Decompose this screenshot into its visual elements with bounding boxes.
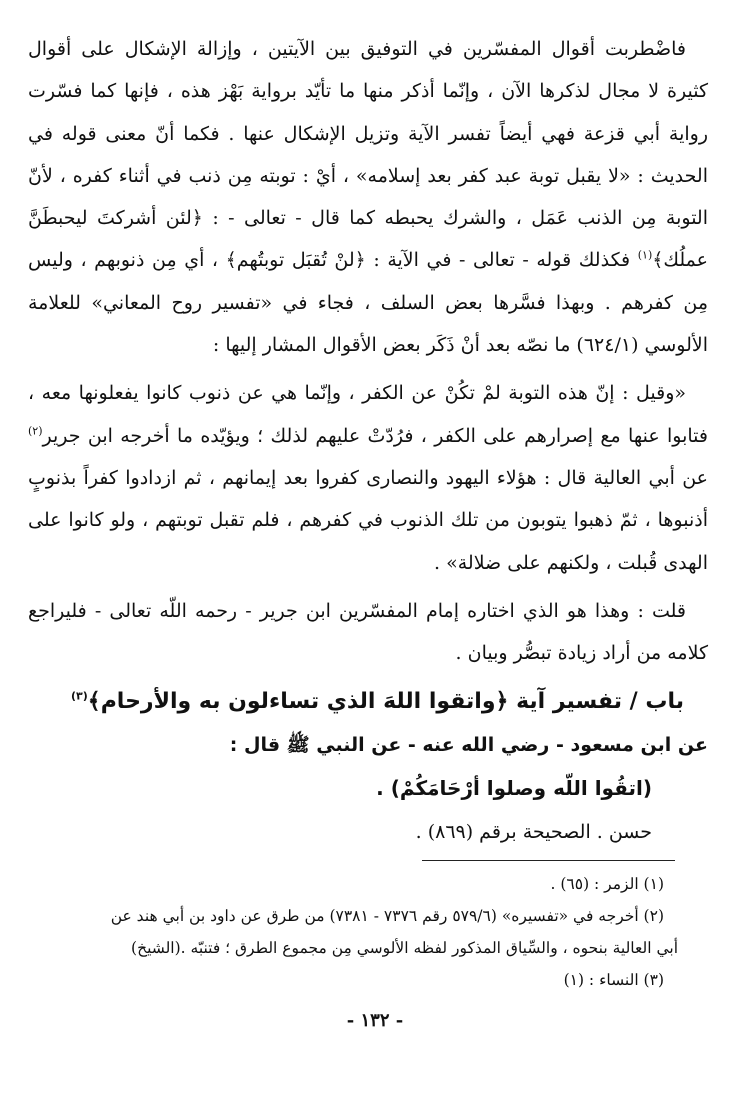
footnote-ref-1[interactable]: (١) [637, 249, 653, 263]
footnotes [32, 868, 678, 996]
footnote-ref-2[interactable]: (٢) [28, 424, 43, 438]
chapter-heading-text: باب / تفسير آية ﴿واتقوا اللهَ الذي تساءلون به والأرحام﴾ [87, 689, 684, 715]
paragraph-quote [28, 372, 708, 583]
footnote-ref-3[interactable]: (٣) [71, 690, 88, 704]
hadith-text: (اتقُوا اللّه وصلوا أرْحَامَكُمْ) . [376, 776, 652, 801]
hadith-grading: حسن . الصحيحة برقم (٨٦٩) . [415, 821, 652, 844]
footnote-3: (٣) النساء : (١) [563, 971, 664, 989]
paragraph-text-continued: فكذلك قوله - تعالى - في الآية : ﴿لنْ تُقبَل توبتُهم﴾ ، أي مِن ذنوبهم ، وليس مِن كفرهم . وبهذا فسَّرها بعض السلف ، فجاء في «تفسير روح المعاني» للعلامة الألوسي (٦٢٤/١) ما نصّه بعد أنْ ذَكَر بعض الأقوال المشار إليها : [28, 249, 708, 357]
footnote-2: (٢) أخرجه في «تفسيره» (٥٧٩/٦ رقم ٧٣٧٦ - ٧٣٨١) من طرق عن داود بن أبي هند عن [110, 907, 664, 925]
hadith-source: عن ابن مسعود - رضي الله عنه - عن النبي ﷺ قال : [229, 734, 708, 757]
footnote-divider [422, 860, 675, 861]
quote-text: «وقيل : إنّ هذه التوبة لمْ تكُنْ عن الكفر ، وإنّما هي عن ذنوب كانوا يفعلونها معه ، فتابوا عنها مع إصرارهم على الكفر ، فرُدّتْ عليهم لذلك ؛ ويؤيّده ما أخرجه ابن جرير [28, 382, 708, 447]
page-body [28, 28, 708, 854]
chapter-heading [28, 680, 708, 724]
footnote-2-continued: أبي العالية بنحوه ، والسِّياق المذكور لفظه الألوسي مِن مجموع الطرق ؛ فتنبّه .(الشيخ) [131, 939, 678, 957]
paragraph-interpretation [28, 28, 708, 366]
quote-text-continued: عن أبي العالية قال : هؤلاء اليهود والنصارى كفروا بعد إيمانهم ، ثم ازدادوا كفراً بذنوبٍ أذنبوها ، ثمّ ذهبوا يتوبون من تلك الذنوب في كفرهم ، فلم تقبل توبتهم ، ولو كانوا على الهدى قُبلت ، ولكنهم على ضلالة» . [28, 466, 708, 574]
footnote-1: (١) الزمر : (٦٥) . [550, 875, 664, 893]
paragraph-conclusion: قلت : وهذا هو الذي اختاره إمام المفسّرين ابن جرير - رحمه اللّه تعالى - فليراجع كلامه من أراد زيادة تبصُّر وبيان . [28, 599, 708, 665]
paragraph-text: فاضْطربت أقوال المفسّرين في التوفيق بين الآيتين ، وإزالة الإشكال على أقوال كثيرة لا مجال لذكرها الآن ، وإنّما أذكر منها ما تأيّد برواية بَهْز هذه ، فإنها كما فسّرت رواية أبي قزعة فهي أيضاً تفسر الآية وتزيل الإشكال عنها . فكما أنّ معنى قوله في الحديث : «لا يقبل توبة عبد كفر بعد إسلامه» ، أيْ : توبته مِن ذنب في أثناء كفره ، لأنّ التوبة مِن الذنب عَمَل ، والشرك يحبطه كما قال - تعالى - : ﴿لئن أشركتَ ليحبطَنَّ عملُك﴾ [28, 38, 708, 272]
page-number: - ١٣٢ - [346, 1010, 404, 1031]
